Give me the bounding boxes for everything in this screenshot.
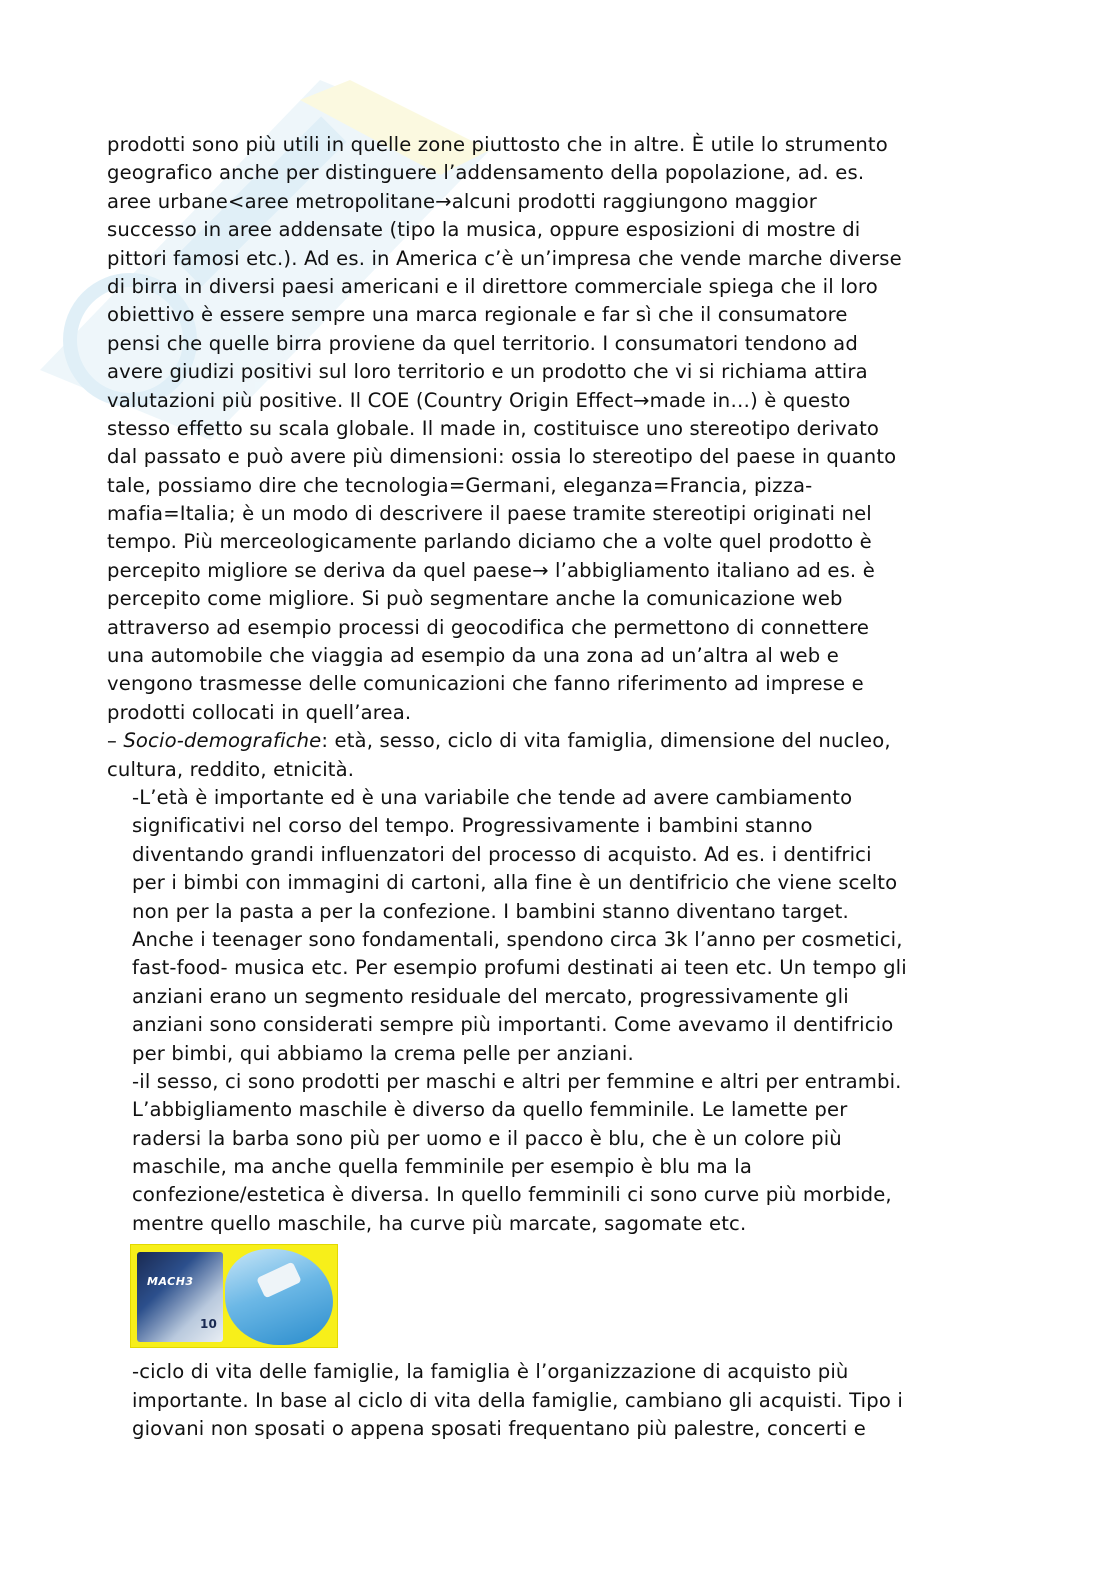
text-line: L’abbigliamento maschile è diverso da quello femminile. Le lamette per — [132, 1098, 848, 1122]
text-line: pittori famosi etc.). Ad es. in America c’è un’impresa che vende marche diverse — [107, 246, 902, 270]
text-line: -ciclo di vita delle famiglie, la famiglia è l’organizzazione di acquisto più — [132, 1360, 849, 1384]
womens-razor-image — [225, 1249, 333, 1345]
text-line: tale, possiamo dire che tecnologia=Germani, eleganza=Francia, pizza- — [107, 473, 813, 497]
text-line: anziani sono considerati sempre più importanti. Come avevamo il dentifricio — [132, 1013, 894, 1037]
text-line: confezione/estetica è diversa. In quello femminili ci sono curve più morbide, — [132, 1183, 892, 1207]
razor-count-label: 10 — [200, 1316, 217, 1331]
text-line: per bimbi, qui abbiamo la crema pelle per anziani. — [132, 1041, 634, 1065]
text-line: successo in aree addensate (tipo la musica, oppure esposizioni di mostre di — [107, 218, 861, 242]
socio-demographic-heading — [107, 727, 1007, 784]
text-line: una automobile che viaggia ad esempio da una zona ad un’altra al web e — [107, 644, 839, 668]
paragraph-age — [107, 784, 1007, 1068]
heading-term: Socio-demografiche — [123, 729, 322, 753]
text-line: -il sesso, ci sono prodotti per maschi e altri per femmine e altri per entrambi. — [132, 1069, 902, 1093]
text-line: aree urbane<aree metropolitane→alcuni prodotti raggiungono maggior — [107, 189, 817, 213]
text-line: avere giudizi positivi sul loro territorio e un prodotto che vi si richiama attira — [107, 360, 868, 384]
text-line: percepito come migliore. Si può segmentare anche la comunicazione web — [107, 587, 843, 611]
text-line: significativi nel corso del tempo. Progressivamente i bambini stanno — [132, 814, 813, 838]
heading-line — [107, 727, 1007, 755]
text-line: vengono trasmesse delle comunicazioni che fanno riferimento ad imprese e — [107, 672, 864, 696]
text-line: radersi la barba sono più per uomo e il pacco è blu, che è un colore più — [132, 1126, 842, 1150]
mach3-razor-pack-image — [137, 1252, 223, 1342]
text-line: -L’età è importante ed è una variabile che tende ad avere cambiamento — [132, 785, 853, 809]
paragraph-family-lifecycle — [107, 1358, 1007, 1443]
text-line: per i bimbi con immagini di cartoni, alla fine è un dentifricio che viene scelto — [132, 871, 898, 895]
heading-rest: : età, sesso, ciclo di vita famiglia, dimensione del nucleo, — [321, 729, 891, 753]
razor-products-image — [130, 1244, 338, 1348]
razor-blade-shape — [256, 1262, 302, 1299]
text-line: maschile, ma anche quella femminile per esempio è blu ma la — [132, 1155, 753, 1179]
text-line: stesso effetto su scala globale. Il made in, costituisce uno stereotipo derivato — [107, 416, 880, 440]
text-line: di birra in diversi paesi americani e il direttore commerciale spiega che il loro — [107, 274, 878, 298]
text-line: anziani erano un segmento residuale del mercato, progressivamente gli — [132, 984, 849, 1008]
razor-brand-label: MACH3 — [147, 1275, 194, 1289]
text-line: prodotti sono più utili in quelle zone piuttosto che in altre. È utile lo strumento — [107, 133, 888, 156]
text-line: attraverso ad esempio processi di geocodifica che permettono di connettere — [107, 615, 870, 639]
paragraph-gender — [107, 1068, 1007, 1238]
text-line: geografico anche per distinguere l’addensamento della popolazione, ad. es. — [107, 161, 865, 185]
text-line: importante. In base al ciclo di vita della famiglie, cambiano gli acquisti. Tipo i — [132, 1388, 903, 1412]
text-line: prodotti collocati in quell’area. — [107, 700, 412, 724]
list-dash: – — [107, 729, 124, 753]
paragraph-geographic — [107, 131, 1007, 727]
text-line: obiettivo è essere sempre una marca regionale e far sì che il consumatore — [107, 303, 848, 327]
text-line: diventando grandi influenzatori del processo di acquisto. Ad es. i dentifrici — [132, 842, 872, 866]
text-line: dal passato e può avere più dimensioni: ossia lo stereotipo del paese in quanto — [107, 445, 897, 469]
text-line: non per la pasta a per la confezione. I bambini stanno diventano target. — [132, 899, 849, 923]
text-line: mentre quello maschile, ha curve più marcate, sagomate etc. — [132, 1211, 747, 1235]
text-line: valutazioni più positive. Il COE (Country Origin Effect→made in…) è questo — [107, 388, 851, 412]
text-line: mafia=Italia; è un modo di descrivere il paese tramite stereotipi originati nel — [107, 502, 872, 526]
text-line: tempo. Più merceologicamente parlando diciamo che a volte quel prodotto è — [107, 530, 872, 554]
text-line: pensi che quelle birra proviene da quel territorio. I consumatori tendono ad — [107, 331, 858, 355]
text-line: fast-food- musica etc. Per esempio profumi destinati ai teen etc. Un tempo gli — [132, 956, 907, 980]
document-body — [107, 131, 1007, 1443]
text-line: giovani non sposati o appena sposati frequentano più palestre, concerti e — [132, 1417, 866, 1441]
text-line: percepito migliore se deriva da quel paese→ l’abbigliamento italiano ad es. è — [107, 558, 875, 582]
text-line: cultura, reddito, etnicità. — [107, 757, 355, 781]
text-line: Anche i teenager sono fondamentali, spendono circa 3k l’anno per cosmetici, — [132, 927, 903, 951]
